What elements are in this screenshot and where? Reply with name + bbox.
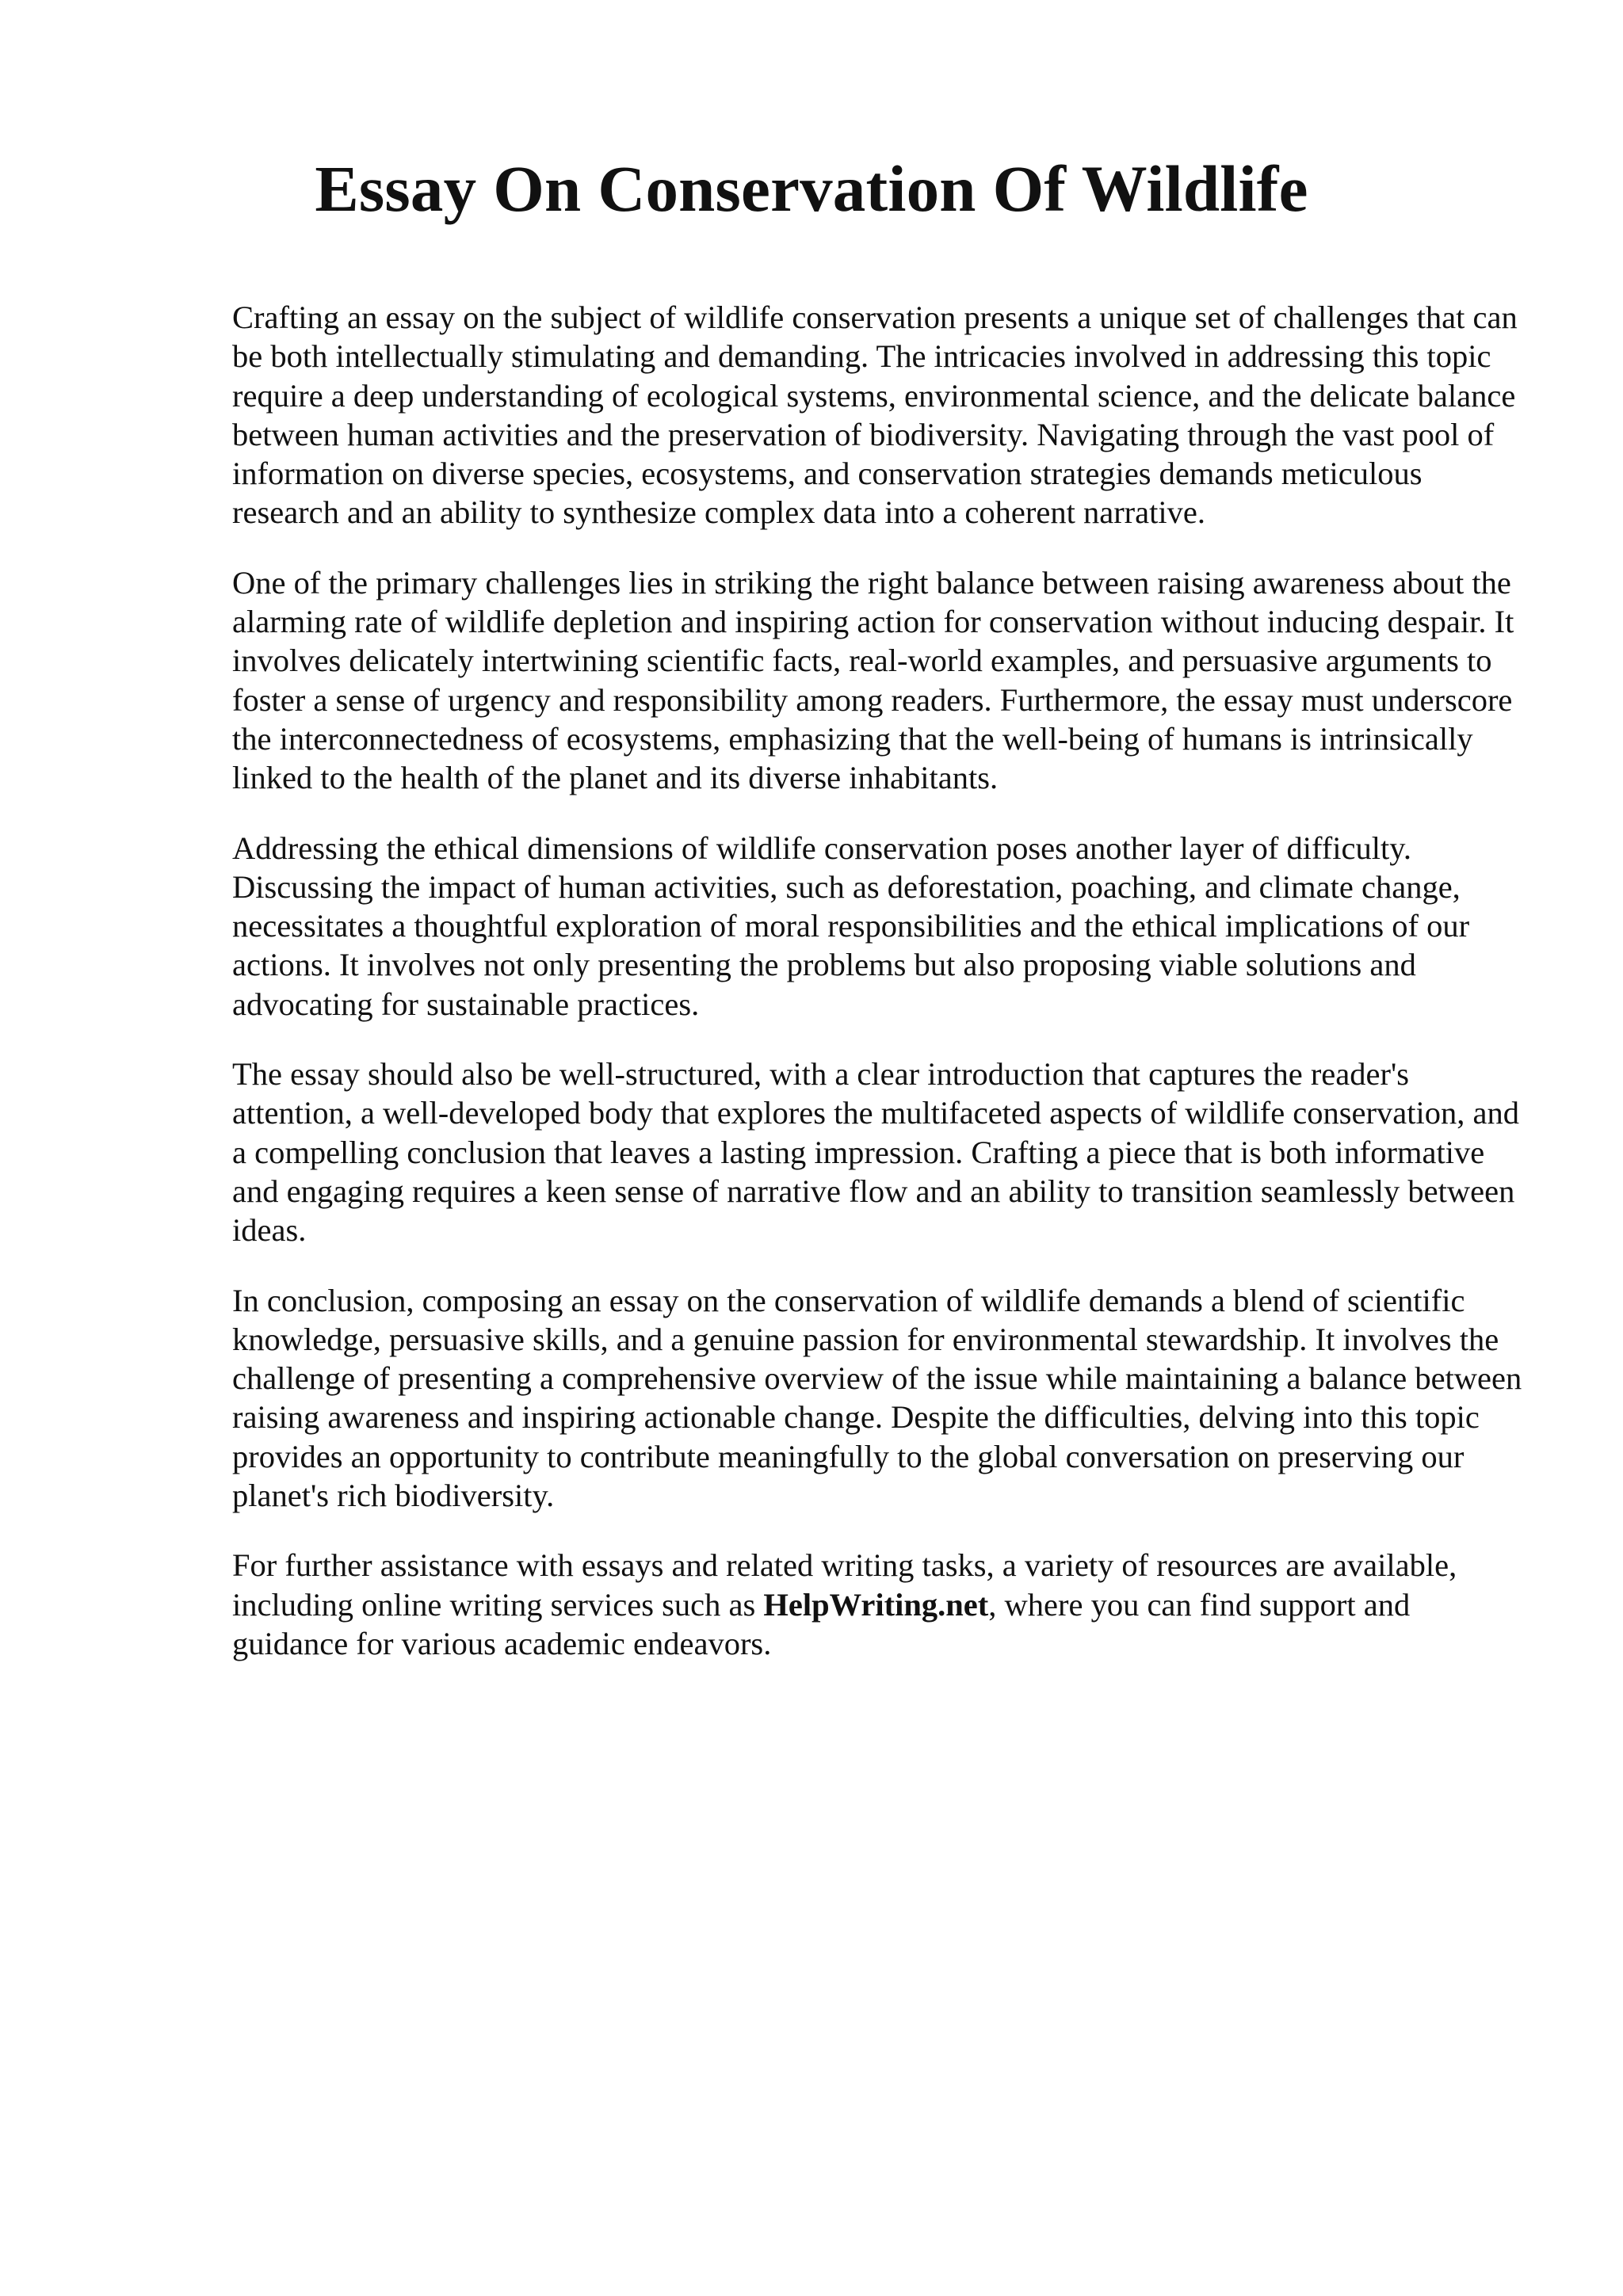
closing-paragraph (232, 1546, 1532, 1663)
page-title: Essay On Conservation Of Wildlife (315, 152, 1308, 225)
paragraph-3: Addressing the ethical dimensions of wildlife conservation poses another layer of difficulty. Discussing the impact of human activities, such as deforestation, poaching, and climate change, necessitates a thoughtful exploration of moral responsibilities and the ethical implications of our actions. It involves not only presenting the problems but also proposing viable solutions and advocating for sustainable practices. (232, 830, 1470, 1022)
closing-text-after: , where you can find support and guidance for various academic endeavors. (232, 1586, 1411, 1661)
paragraph-2: One of the primary challenges lies in striking the right balance between raising awareness about the alarming rate of wildlife depletion and inspiring action for conservation without inducing despair. It involves delicately intertwining scientific facts, real-world examples, and persuasive arguments to foster a sense of urgency and responsibility among readers. Furthermore, the essay must underscore the interconnectedness of ecosystems, emphasizing that the well-being of humans is intrinsically linked to the health of the planet and its diverse inhabitants. (232, 564, 1514, 796)
paragraph-1: Crafting an essay on the subject of wildlife conservation presents a unique set of challenges that can be both intellectually stimulating and demanding. The intricacies involved in addressing this topic require a deep understanding of ecological systems, environmental science, and the delicate balance between human activities and the preservation of biodiversity. Navigating through the vast pool of information on diverse species, ecosystems, and conservation strategies demands meticulous research and an ability to synthesize complex data into a coherent narrative. (232, 299, 1518, 531)
brand-link-text[interactable]: HelpWriting.net (763, 1586, 989, 1623)
paragraph-5: In conclusion, composing an essay on the conservation of wildlife demands a blend of scientific knowledge, persuasive skills, and a genuine passion for environmental stewardship. It involves the challenge of presenting a comprehensive overview of the issue while maintaining a balance between raising awareness and inspiring actionable change. Despite the difficulties, delving into this topic provides an opportunity to contribute meaningfully to the global conversation on preserving our planet's rich biodiversity. (232, 1282, 1522, 1514)
closing-text-before: For further assistance with essays and related writing tasks, a variety of resources are available, including online writing services such as (232, 1547, 1457, 1623)
essay-body (232, 298, 1532, 1694)
paragraph-4: The essay should also be well-structured, with a clear introduction that captures the reader's attention, a well-developed body that explores the multifaceted aspects of wildlife conservation, and a compelling conclusion that leaves a lasting impression. Crafting a piece that is both informative and engaging requires a keen sense of narrative flow and an ability to transition seamlessly between ideas. (232, 1056, 1519, 1249)
